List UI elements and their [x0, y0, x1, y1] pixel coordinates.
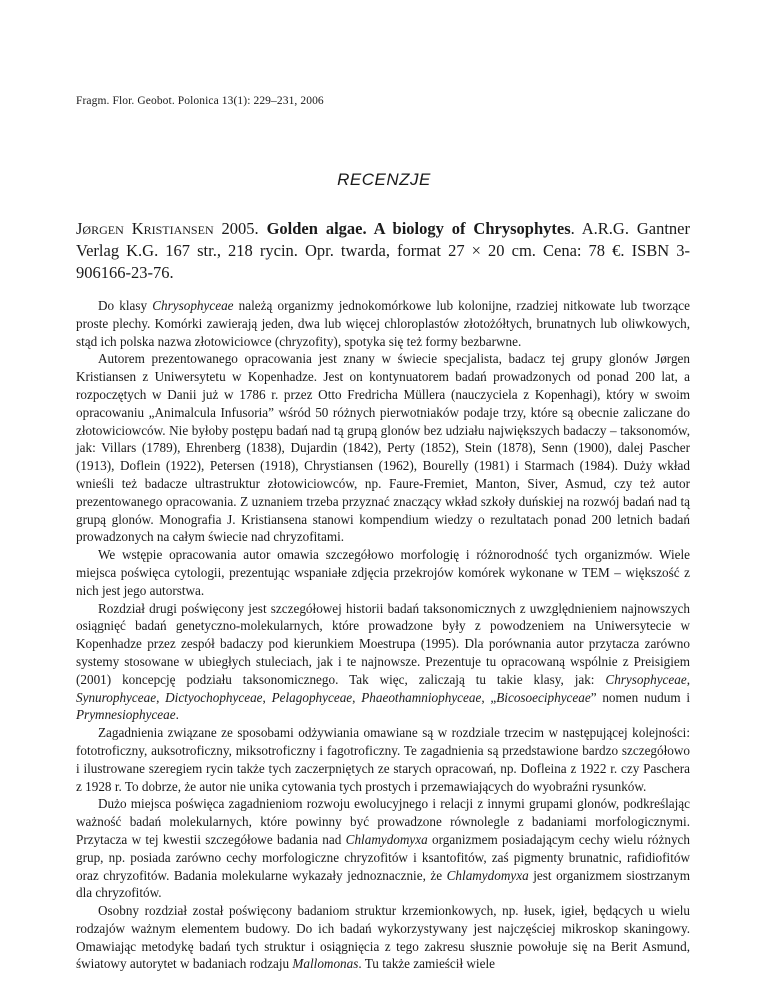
paragraph-7: Osobny rozdział został poświęcony badaniom struktur krzemionkowych, np. łusek, igieł, będących u wielu rodzajów ważnym elementem budowy. Do ich badań wykorzystywany jest najczęściej mikroskop skaningowy. Omawiając metodykę badań tych struktur i osiągnięcia z tego zakresu słusznie powołuje się na Berit Asmund, światowy autorytet w badaniach rodzaju Mallomonas. Tu także zamieścił wiele	[76, 903, 690, 972]
running-head: Fragm. Flor. Geobot. Polonica 13(1): 229–231, 2006	[76, 95, 324, 107]
taxon-name: Synurophyceae	[76, 689, 157, 705]
review-body	[76, 297, 690, 973]
paragraph-6: Dużo miejsca poświęca zagadnieniom rozwoju ewolucyjnego i relacji z innymi grupami glonów, podkreślając ważność badań molekularnych, które powinny być prowadzone równolegle z badaniami morfologicznymi. Przytacza w tej kwestii szczegółowe badania nad Chlamydomyxa organizmem posiadającym cechy wielu różnych grup, np. posiada zarówno cechy morfologiczne chryzofitów i ksantofitów, zaś pigmenty brunatnic, rafidiofitów oraz chryzofitów. Badania molekularne wykazały jednoznacznie, że Chlamydomyxa jest organizmem siostrzanym dla chryzofitów.	[76, 796, 690, 901]
taxon-name: Prymnesiophyceae	[76, 707, 176, 723]
paragraph-5: Zagadnienia związane ze sposobami odżywiania omawiane są w rozdziale trzecim w następującej kolejności: fototroficzny, auksotroficzny, miksotroficzny i fagotroficzny. Te zagadnienia są przedstawione bardzo szczegółowo i ilustrowane szeregiem rycin także tych zaczerpniętych ze starych opracowań, np. Dofleina z 1922 r. czy Paschera z 1928 r. To dobrze, że autor nie unika cytowania tych prostych i przemawiających do wyobraźni rysunków.	[76, 725, 690, 794]
section-title: RECENZJE	[337, 170, 431, 189]
paragraph-1: Do klasy Chrysophyceae należą organizmy jednokomórkowe lub kolonijne, rzadziej nitkowate lub tworzące proste plechy. Komórki zawierają jeden, dwa lub więcej chloroplastów złotożółtych, brunatnych lub oliwkowych, stąd ich polska nazwa złotowiciowce (chryzofity), spotyka się też formy bezbarwne.	[76, 298, 690, 349]
taxon-name: Chlamydomyxa	[345, 831, 428, 847]
taxon-name: Bicosoeciphyceae	[496, 689, 591, 705]
review-citation	[76, 218, 690, 284]
paragraph-3: We wstępie opracowania autor omawia szczegółowo morfologię i różnorodność tych organizmów. Wiele miejsca poświęca cytologii, prezentując wspaniałe zdjęcia przekrojów komórek wykonane w TEM – większość z nich jest jego autorstwa.	[76, 547, 690, 598]
taxon-name: Mallomonas	[292, 956, 359, 972]
book-title: Golden algae. A biology of Chrysophytes	[266, 219, 571, 238]
taxon-name: Pelagophyceae	[271, 689, 353, 705]
taxon-name: Dictyochophyceae	[165, 689, 263, 705]
paragraph-2: Autorem prezentowanego opracowania jest znany w świecie specjalista, badacz tej grupy glonów Jørgen Kristiansen z Uniwersytetu w Kopenhadze. Jest on kontynuatorem badań prowadzonych od ponad 200 lat, a rozpoczętych w Danii już w 1786 r. przez Otto Fredricha Müllera (nauczyciela z Kopenhagi), który w swoim opracowaniu „Animalcula Infusoria” wśród 50 różnych pierwotniaków podaje trzy, które są obecnie zaliczane do złotowiciowców. Nie byłoby postępu badań nad tą grupą glonów bez udziału największych badaczy – taksonomów, jak: Villars (1789), Ehrenberg (1838), Dujardin (1842), Perty (1852), Stein (1878), Senn (1900), dalej Pascher (1913), Doflein (1922), Petersen (1918), Chrystiansen (1962), Bourelly (1981) i Starmach (1984). Duży wkład wnieśli też badacze ultrastruktur złotowiciowców, np. Faure-Fremiet, Manton, Siver, Asmud, czy też autor prezentowanego opracowania. Z uznaniem trzeba przyznać znaczący wkład szkoły duńskiej na rozwój badań nad tą grupą glonów. Monografia J. Kristiansena stanowi kompendium wiedzy o rezultatach ponad 200 letnich badań prowadzonych na całym świecie nad chryzofitami.	[76, 351, 690, 545]
taxon-name: Phaeothamniophyceae	[361, 689, 482, 705]
paragraph-4: Rozdział drugi poświęcony jest szczegółowej historii badań taksonomicznych z uwzględnieniem najnowszych osiągnięć badań genetyczno-molekularnych, które prowadzone były z powodzeniem na Uniwersytecie w Kopenhadze przez zespół badaczy pod kierunkiem Moestrupa (1995). Dla porównania autor przytacza zarówno systemy stosowane w ubiegłych stuleciach, jak i te najnowsze. Prezentuje tu opracowaną wspólnie z Preisigiem (2001) koncepcję podziału taksonomicznego. Tak więc, zaliczają tu takie klasy, jak: Chrysophyceae, Synurophyceae, Dictyochophyceae, Pelagophyceae, Phaeothamniophyceae, „Bicosoeciphyceae” nomen nudum i Prymnesiophyceae.	[76, 600, 691, 723]
citation-year: 2005.	[213, 219, 267, 238]
author-last-name: Kristiansen	[131, 219, 214, 238]
taxon-name: Chrysophyceae	[605, 671, 687, 687]
citation-details: . A.R.G. Gantner Verlag K.G. 167 str., 218 rycin. Opr. twarda, format 27 × 20 cm. Cena: 78 €. ISBN 3-906166-23-76.	[76, 219, 690, 282]
taxon-name: Chlamydomyxa	[446, 867, 529, 883]
taxon-name: Chrysophyceae	[152, 298, 234, 313]
author-first-name: Jørgen	[76, 219, 124, 238]
